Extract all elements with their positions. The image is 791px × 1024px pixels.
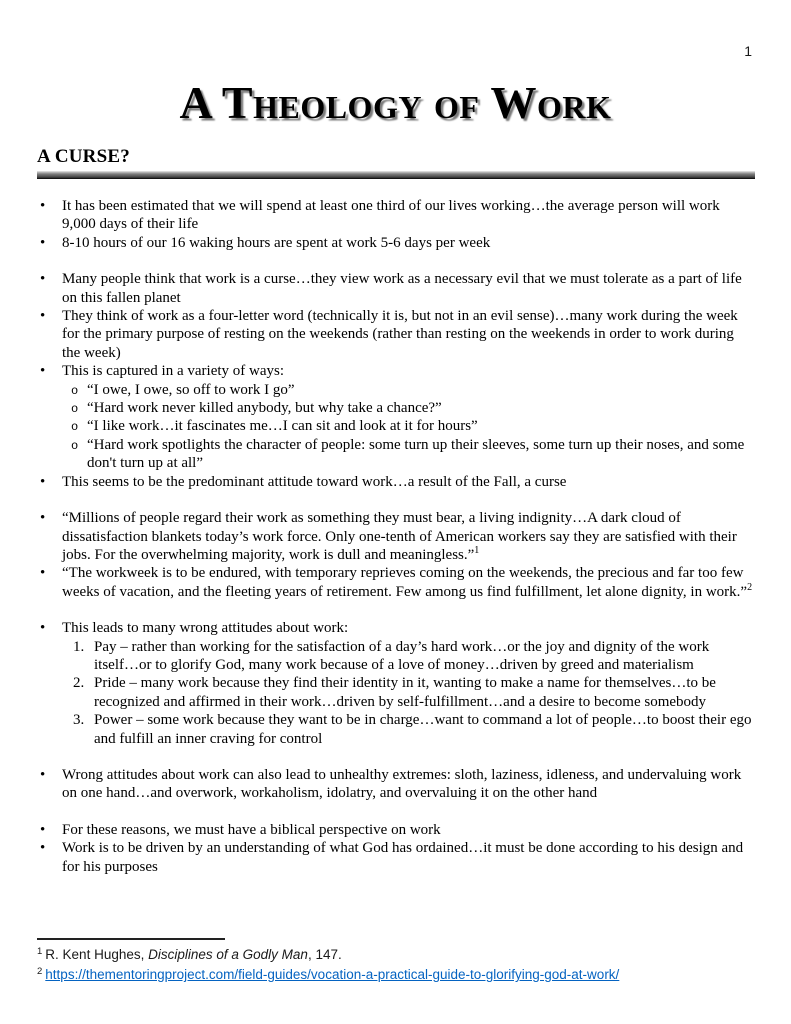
bullet-text: Many people think that work is a curse…they view work as a necessary evil that we must tolerate as a part of life on this fallen planet	[62, 271, 742, 306]
bullet-text: This leads to many wrong attitudes about work:	[62, 620, 349, 637]
quote-text-wrap	[62, 565, 752, 599]
bullet-marker: •	[40, 565, 46, 582]
bullet-marker: •	[40, 510, 46, 527]
numbered-item	[37, 638, 755, 675]
bullet-text: They think of work as a four-letter word (technically it is, but not in an evil sense)…many work during the week for the primary purpose of resting on the weekends (rather than resting on the weekends in order to work during the week)	[62, 308, 738, 361]
quote-text-wrap	[62, 510, 737, 563]
bullet-text: It has been estimated that we will spend at least one third of our lives working…the average person will work 9,000 days of their life	[62, 198, 720, 233]
bullet-marker: •	[40, 271, 46, 288]
document-title: A Theology of Work	[179, 77, 612, 128]
sub-bullet-text: “Hard work never killed anybody, but why take a chance?”	[87, 400, 442, 417]
footnote-2	[37, 965, 755, 985]
paragraph-group-6	[37, 821, 755, 876]
bullet-text: Wrong attitudes about work can also lead to unhealthy extremes: sloth, laziness, idleness, and undervaluing work on one hand…and overwork, workaholism, idolatry, and overvaluing it on the other hand	[62, 766, 742, 802]
paragraph-group-1	[37, 197, 755, 252]
sub-bullet-item	[37, 417, 755, 435]
circle-bullet-marker: o	[71, 402, 79, 417]
quote-text: “Millions of people regard their work as something they must bear, a living indignity…A dark cloud of dissatisfaction blankets today’s work force. Only one-tenth of American workers say they are satisfied with their jobs. For the overwhelming majority, work is dull and meaningless.”	[62, 510, 737, 563]
bullet-text: 8-10 hours of our 16 waking hours are spent at work 5-6 days per week	[62, 234, 491, 251]
bullet-item	[37, 821, 755, 839]
number-marker: 1.	[73, 638, 85, 655]
bullet-item-quote	[37, 564, 755, 601]
circle-bullet-marker: o	[71, 383, 79, 398]
footnote-1-book-title: Disciplines of a Godly Man	[148, 947, 308, 962]
footnote-2-marker: 2	[37, 965, 43, 977]
paragraph-group-4	[37, 619, 755, 748]
bullet-text: This seems to be the predominant attitude toward work…a result of the Fall, a curse	[62, 473, 567, 490]
footnote-1-text: R. Kent Hughes,	[45, 947, 149, 962]
bullet-marker: •	[40, 198, 46, 214]
sub-bullet-item	[37, 381, 755, 399]
bullet-text: This is captured in a variety of ways:	[62, 363, 285, 380]
number-marker: 2.	[73, 675, 85, 692]
bullet-item	[37, 270, 755, 307]
quote-text: “The workweek is to be endured, with temporary reprieves coming on the weekends, the precious and far too few weeks of vacation, and the fleeting years of retirement. Few among us find fulfillment, let alone dignity, in work.”	[62, 565, 748, 600]
bullet-marker: •	[40, 308, 46, 325]
bullet-marker: •	[40, 620, 46, 637]
bullet-item	[37, 473, 755, 491]
section-divider-rule	[37, 171, 755, 179]
footnote-2-link[interactable]: https://thementoringproject.com/field-guides/vocation-a-practical-guide-to-glorifying-god-at-work/	[45, 967, 620, 982]
bullet-item	[37, 619, 755, 637]
circle-bullet-marker: o	[71, 420, 79, 435]
document-body	[37, 197, 755, 894]
numbered-text: Pay – rather than working for the satisfaction of a day’s hard work…or the joy and dignity of the work itself…or to glorify God, many work because of a love of money…driven by greed and materialism	[94, 638, 710, 673]
footnote-1-marker: 1	[37, 945, 43, 957]
section-heading: A CURSE?	[37, 146, 130, 167]
paragraph-group-5	[37, 766, 755, 803]
sub-bullet-text: “I owe, I owe, so off to work I go”	[87, 381, 295, 398]
numbered-item	[37, 674, 755, 711]
bullet-item-quote	[37, 509, 755, 564]
sub-bullet-text: “I like work…it fascinates me…I can sit and look at it for hours”	[87, 418, 478, 435]
bullet-marker: •	[40, 821, 46, 838]
bullet-item	[37, 839, 755, 876]
footnote-reference-1: 1	[474, 544, 480, 556]
numbered-text: Pride – many work because they find their identity in it, wanting to make a name for themselves…to be recognized and affirmed in their work…driven by self-fulfillment…and a desire to become somebody	[94, 675, 716, 710]
footnotes-section	[37, 938, 755, 985]
numbered-text: Power – some work because they want to be in charge…want to command a lot of people…to boost their ego and fulfill an inner craving for control	[94, 712, 752, 747]
paragraph-group-2	[37, 270, 755, 491]
paragraph-group-3	[37, 509, 755, 601]
bullet-text: Work is to be driven by an understanding of what God has ordained…it must be done according to his design and for his purposes	[62, 840, 744, 875]
bullet-text: For these reasons, we must have a biblical perspective on work	[62, 821, 441, 838]
circle-bullet-marker: o	[71, 438, 79, 453]
footnote-reference-2: 2	[747, 581, 753, 593]
bullet-item	[37, 234, 755, 252]
sub-bullet-item	[37, 399, 755, 417]
sub-bullet-text: “Hard work spotlights the character of people: some turn up their sleeves, some turn up their noses, and some don't turn up at all”	[87, 436, 745, 472]
bullet-item	[37, 197, 755, 234]
footnote-1-text-end: , 147.	[307, 947, 342, 962]
sub-bullet-item	[37, 436, 755, 473]
bullet-marker: •	[40, 363, 46, 380]
bullet-marker: •	[40, 473, 46, 490]
footnote-1	[37, 945, 755, 965]
number-marker: 3.	[73, 712, 85, 729]
bullet-item	[37, 766, 755, 803]
numbered-item	[37, 711, 755, 748]
bullet-marker: •	[40, 840, 46, 857]
footnote-separator-rule	[37, 938, 225, 940]
bullet-marker: •	[40, 766, 46, 783]
bullet-marker: •	[40, 234, 46, 251]
section-header	[37, 146, 755, 179]
page-number: 1	[744, 43, 752, 59]
bullet-item	[37, 307, 755, 362]
bullet-item	[37, 362, 755, 380]
